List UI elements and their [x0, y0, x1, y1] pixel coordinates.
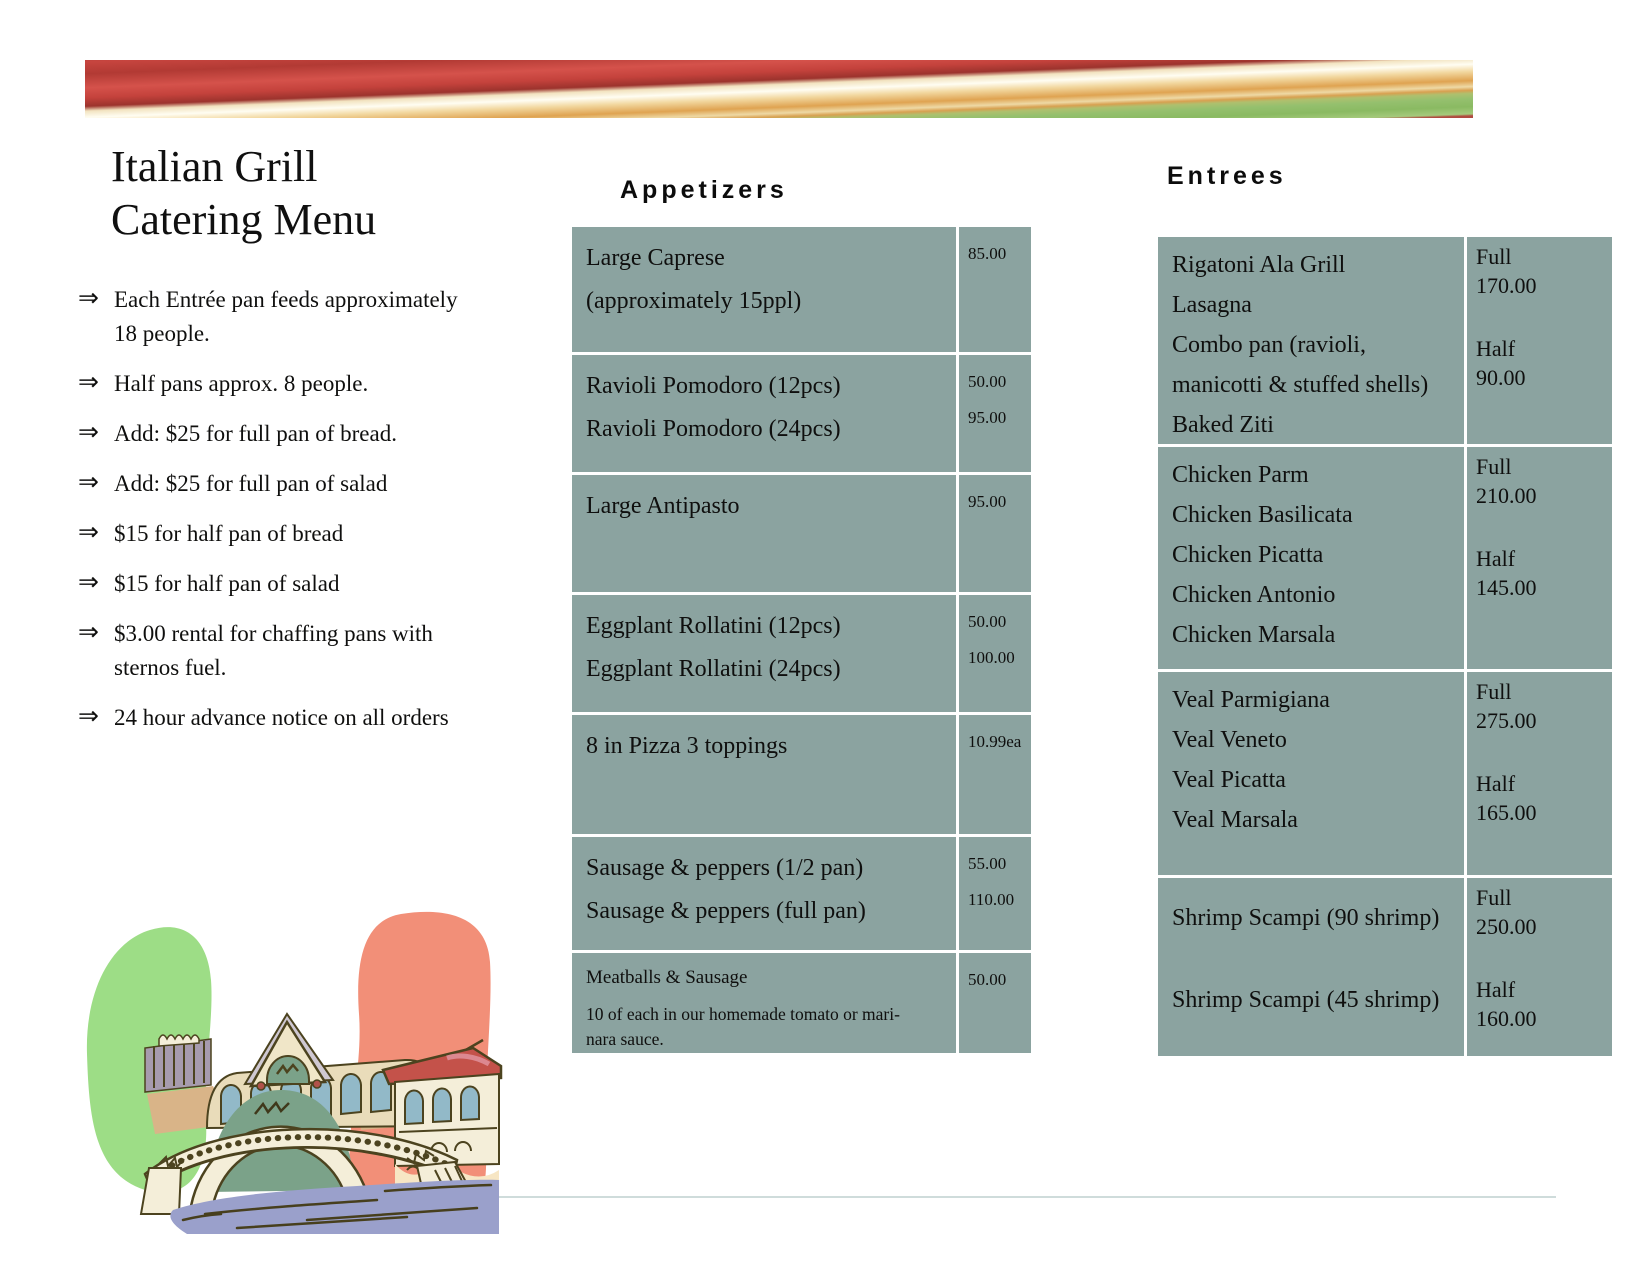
left-wing — [141, 1168, 181, 1214]
arrow-bullet-icon: ⇒ — [78, 285, 99, 312]
price-cell — [1467, 672, 1612, 875]
item-cell — [1158, 878, 1464, 1056]
menu-item-label: Sausage & peppers (1/2 pan) — [586, 855, 864, 881]
bridge-pediment — [245, 1014, 333, 1090]
price-size-label: Full — [1476, 885, 1512, 910]
price-size-label: Half — [1476, 336, 1516, 361]
note-item — [78, 567, 478, 601]
price-cell — [959, 355, 1031, 472]
note-text: 24 hour advance notice on all orders — [114, 705, 449, 730]
menu-item-label: Shrimp Scampi (45 shrimp) — [1172, 987, 1440, 1013]
flag-ribbon-banner — [85, 60, 1473, 118]
menu-item-label: Veal Parmigiana — [1172, 687, 1330, 713]
note-item — [78, 617, 478, 685]
item-cell — [572, 715, 956, 834]
price-value: 50.00 — [968, 612, 1007, 631]
price-cell — [959, 595, 1031, 712]
price-value: 55.00 — [968, 854, 1007, 873]
menu-item-label: Shrimp Scampi (90 shrimp) — [1172, 905, 1440, 931]
menu-item-label: Eggplant Rollatini (12pcs) — [586, 613, 841, 639]
note-item — [78, 517, 478, 551]
item-cell — [1158, 447, 1464, 669]
note-item — [78, 701, 478, 735]
price-size-label: Full — [1476, 244, 1512, 269]
menu-item-label: Eggplant Rollatini (24pcs) — [586, 656, 841, 682]
menu-item-note: 10 of each in our homemade tomato or mari- — [586, 1004, 900, 1024]
price-value: 275.00 — [1476, 708, 1537, 733]
arrow-bullet-icon: ⇒ — [78, 619, 99, 646]
price-size-label: Half — [1476, 771, 1516, 796]
price-cell — [1467, 237, 1612, 444]
item-cell — [572, 837, 956, 950]
price-value: 85.00 — [968, 244, 1007, 263]
price-cell — [959, 715, 1031, 834]
price-value: 165.00 — [1476, 800, 1537, 825]
appetizers-table — [572, 227, 1031, 1053]
price-size-label: Half — [1476, 546, 1516, 571]
rialto-bridge-illustration — [55, 862, 505, 1234]
page-title — [111, 140, 376, 246]
page-title-line1: Italian Grill — [111, 142, 318, 191]
menu-item-label: Large Antipasto — [586, 493, 740, 519]
full-price-block — [1476, 677, 1608, 735]
note-text: Add: $25 for full pan of bread. — [114, 421, 397, 446]
note-text: $3.00 rental for chaffing pans with sternos fuel. — [114, 621, 433, 680]
entrees-table — [1158, 237, 1612, 1056]
price-size-label: Full — [1476, 679, 1512, 704]
arrow-bullet-icon: ⇒ — [78, 519, 99, 546]
half-price-block — [1476, 544, 1608, 602]
arrow-bullet-icon: ⇒ — [78, 369, 99, 396]
item-cell — [572, 355, 956, 472]
item-cell — [572, 475, 956, 592]
menu-item-label: 8 in Pizza 3 toppings — [586, 733, 788, 759]
price-cell — [1467, 878, 1612, 1056]
notes-list — [78, 283, 478, 751]
price-value: 100.00 — [968, 648, 1015, 667]
note-text: Half pans approx. 8 people. — [114, 371, 369, 396]
note-item — [78, 367, 478, 401]
price-value: 160.00 — [1476, 1006, 1537, 1031]
menu-item-label: Veal Veneto — [1172, 727, 1287, 753]
price-cell — [959, 475, 1031, 592]
price-value: 170.00 — [1476, 273, 1537, 298]
menu-item-label: Chicken Marsala — [1172, 622, 1336, 648]
note-text: Each Entrée pan feeds approximately 18 people. — [114, 287, 458, 346]
price-value: 145.00 — [1476, 575, 1537, 600]
item-cell — [572, 227, 956, 352]
arrow-bullet-icon: ⇒ — [78, 419, 99, 446]
item-cell — [1158, 237, 1464, 444]
appetizers-heading: Appetizers — [620, 176, 788, 204]
full-price-block — [1476, 452, 1608, 510]
price-value: 210.00 — [1476, 483, 1537, 508]
price-cell — [959, 837, 1031, 950]
arrow-bullet-icon: ⇒ — [78, 569, 99, 596]
half-price-block — [1476, 334, 1608, 392]
arrow-bullet-icon: ⇒ — [78, 703, 99, 730]
note-text: $15 for half pan of bread — [114, 521, 344, 546]
price-value: 10.99ea — [968, 732, 1022, 751]
menu-item-label: Chicken Basilicata — [1172, 502, 1353, 528]
note-item — [78, 417, 478, 451]
price-value: 50.00 — [968, 970, 1007, 989]
note-text: Add: $25 for full pan of salad — [114, 471, 388, 496]
menu-item-label: Veal Picatta — [1172, 767, 1286, 793]
note-item — [78, 467, 478, 501]
price-cell — [959, 227, 1031, 352]
menu-item-label: Veal Marsala — [1172, 807, 1298, 833]
menu-item-label: (approximately 15ppl) — [586, 288, 802, 314]
price-cell — [1467, 447, 1612, 669]
menu-item-label: Ravioli Pomodoro (12pcs) — [586, 373, 841, 399]
menu-item-label: Large Caprese — [586, 245, 725, 271]
menu-item-label: Lasagna — [1172, 292, 1252, 318]
item-cell — [572, 953, 956, 1053]
price-value: 250.00 — [1476, 914, 1537, 939]
price-value: 95.00 — [968, 492, 1007, 511]
menu-item-label: Rigatoni Ala Grill — [1172, 252, 1346, 278]
item-cell — [572, 595, 956, 712]
menu-item-note: nara sauce. — [586, 1029, 664, 1049]
note-item — [78, 283, 478, 351]
footer-divider-line — [490, 1196, 1556, 1198]
menu-item-label: Combo pan (ravioli, manicotti & stuffed shells) — [1172, 332, 1429, 398]
menu-item-label: Ravioli Pomodoro (24pcs) — [586, 416, 841, 442]
menu-item-label: Chicken Parm — [1172, 462, 1309, 488]
half-price-block — [1476, 769, 1608, 827]
entrees-heading: Entrees — [1167, 162, 1287, 190]
price-size-label: Half — [1476, 977, 1516, 1002]
note-text: $15 for half pan of salad — [114, 571, 340, 596]
half-price-block — [1476, 975, 1608, 1033]
price-value: 50.00 — [968, 372, 1007, 391]
arrow-bullet-icon: ⇒ — [78, 469, 99, 496]
menu-item-label: Meatballs & Sausage — [586, 967, 748, 988]
menu-item-label: Baked Ziti — [1172, 412, 1274, 438]
item-cell — [1158, 672, 1464, 875]
menu-item-label: Chicken Antonio — [1172, 582, 1336, 608]
price-value: 95.00 — [968, 408, 1007, 427]
page-title-line2: Catering Menu — [111, 195, 377, 244]
menu-item-label: Chicken Picatta — [1172, 542, 1324, 568]
price-value: 110.00 — [968, 890, 1015, 909]
ribbon-gradient — [85, 60, 1473, 118]
price-cell — [959, 953, 1031, 1053]
price-value: 90.00 — [1476, 365, 1526, 390]
full-price-block — [1476, 242, 1608, 300]
price-size-label: Full — [1476, 454, 1512, 479]
full-price-block — [1476, 883, 1608, 941]
menu-item-label: Sausage & peppers (full pan) — [586, 898, 866, 924]
